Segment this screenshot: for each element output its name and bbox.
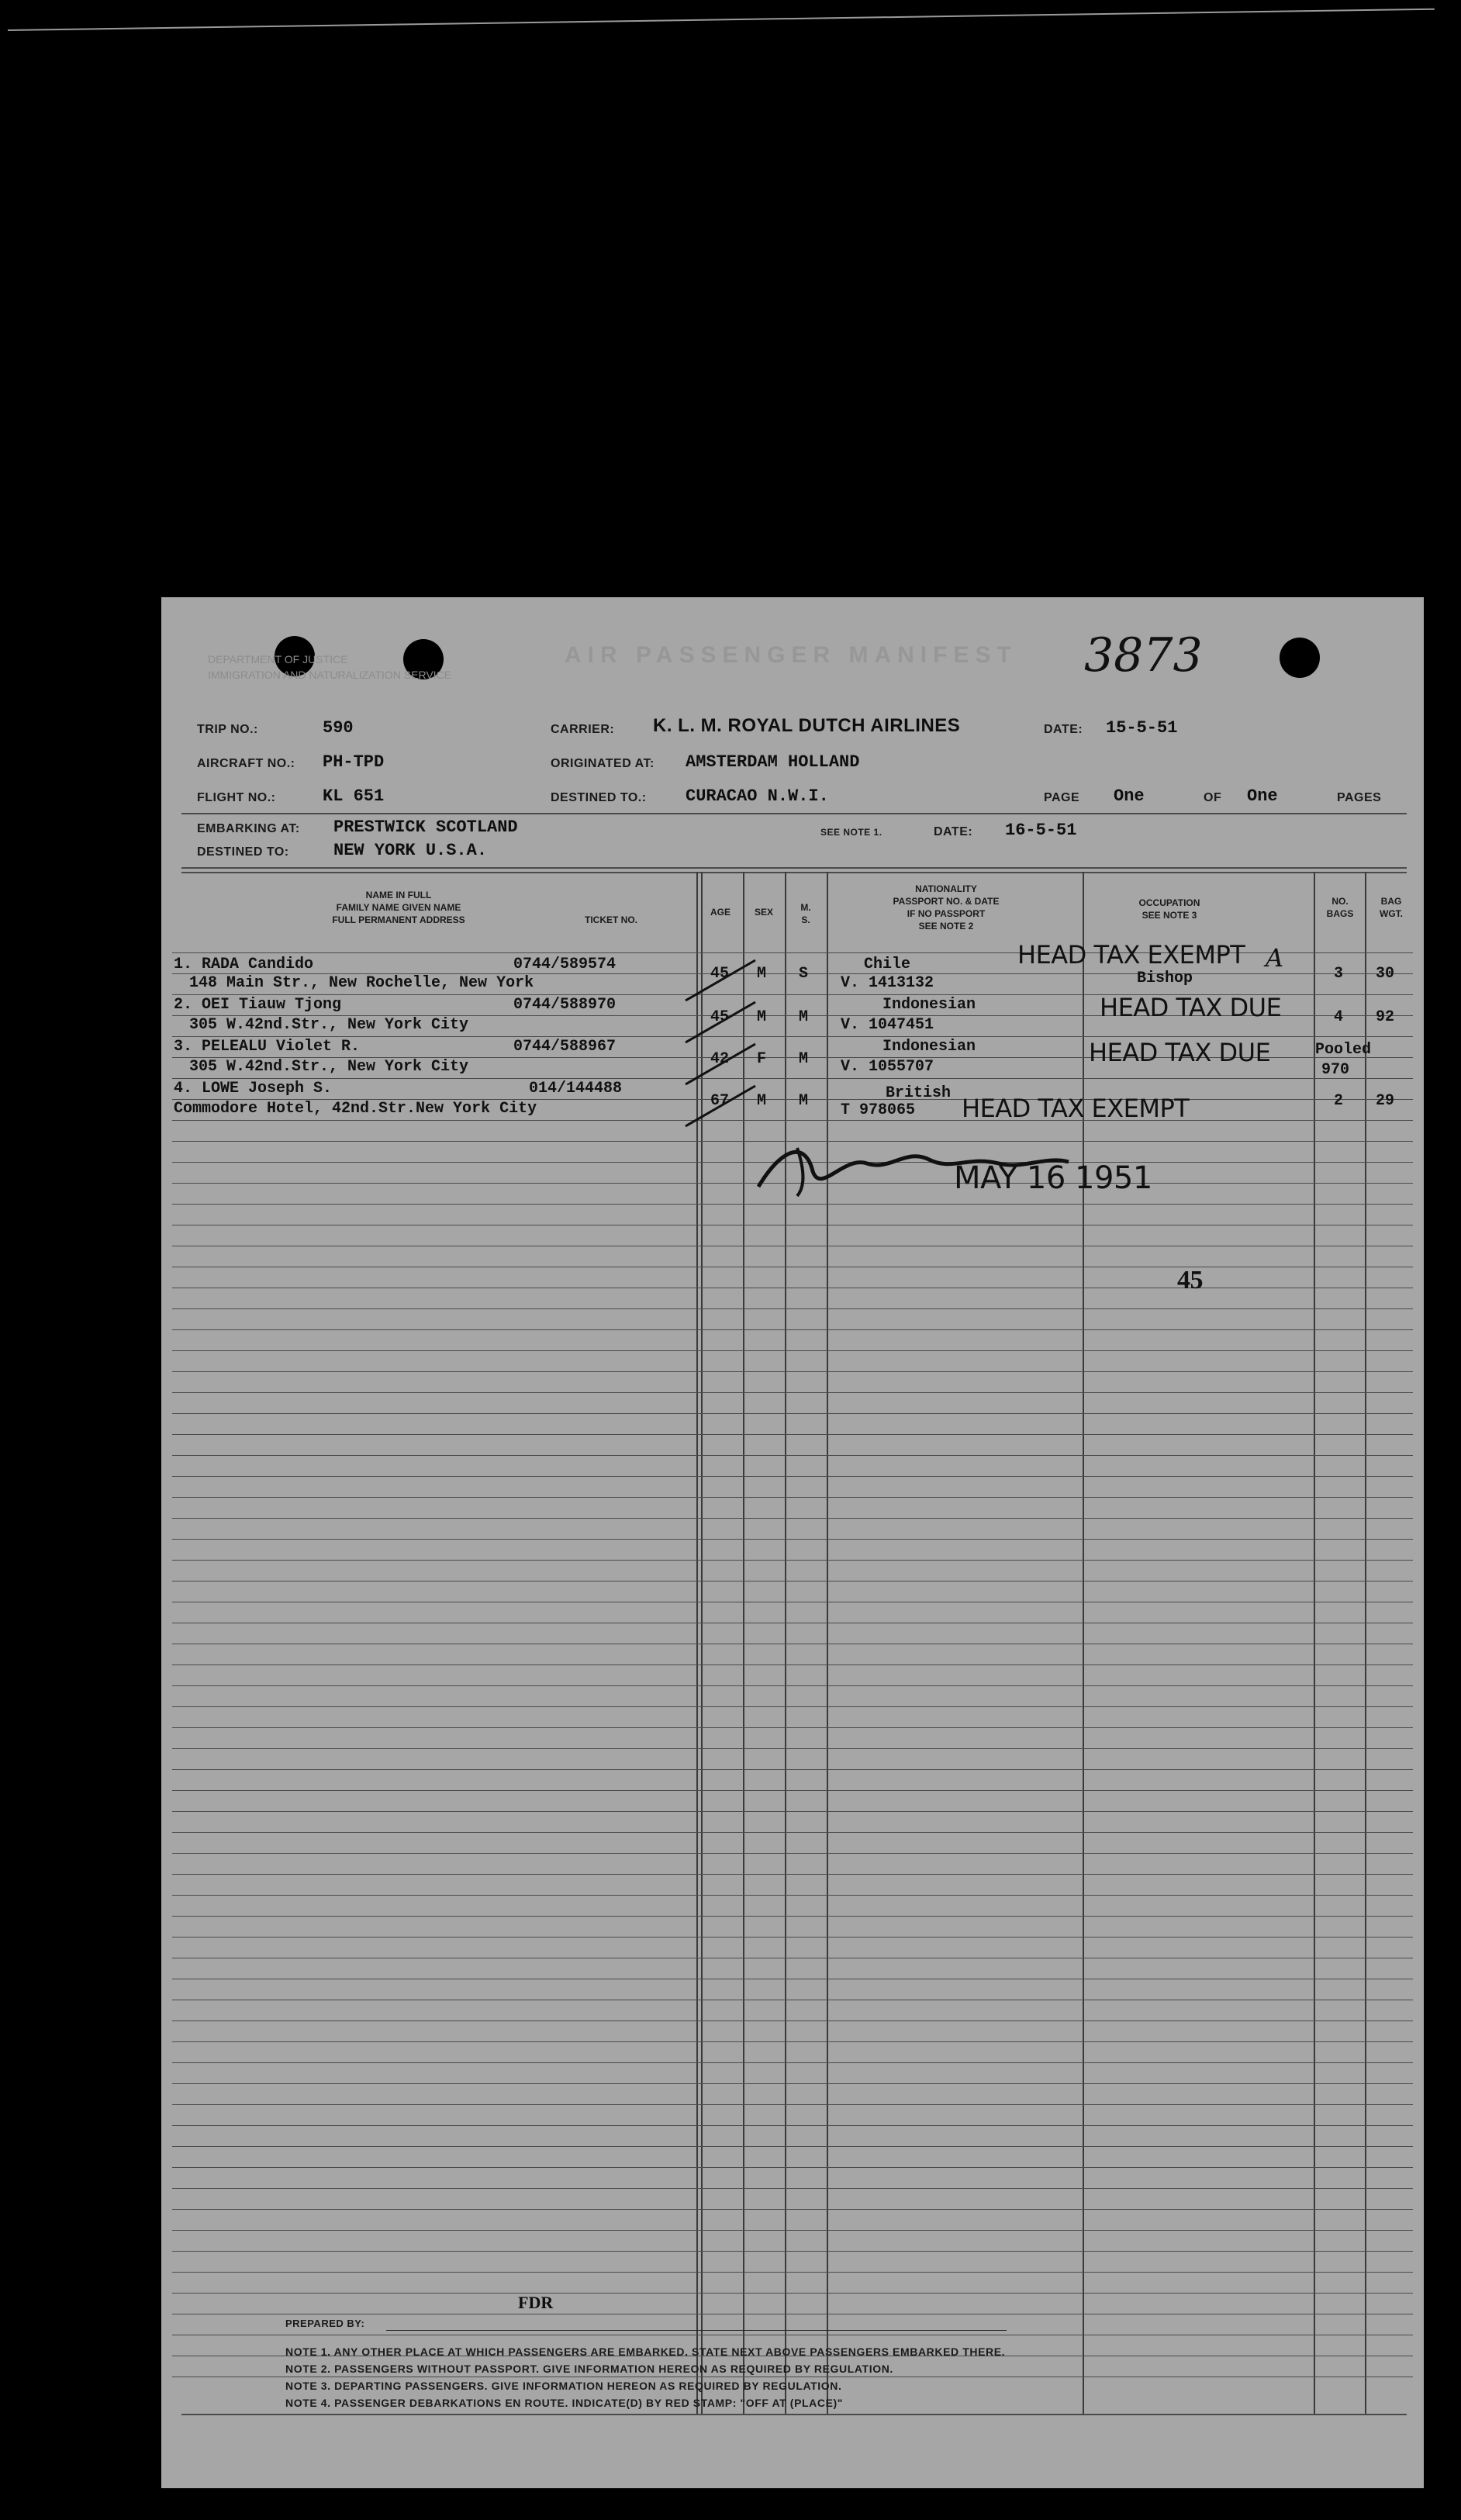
passenger-sex: F bbox=[757, 1050, 767, 1068]
table-rule bbox=[172, 1895, 1413, 1896]
table-rule bbox=[172, 2020, 1413, 2021]
table-rule bbox=[172, 1518, 1413, 1519]
passenger-address: 305 W.42nd.Str., New York City bbox=[189, 1058, 469, 1076]
passenger-age: 45 bbox=[710, 1008, 730, 1026]
passenger-bags: 4 bbox=[1334, 1008, 1344, 1026]
head-tax-stamp: HEAD TAX EXEMPT bbox=[1017, 940, 1245, 970]
table-rule bbox=[172, 1727, 1413, 1728]
col-rule bbox=[1314, 872, 1315, 2414]
table-rule bbox=[172, 1434, 1413, 1435]
handwritten-number: 3873 bbox=[1084, 628, 1203, 683]
table-rule bbox=[172, 1078, 1413, 1079]
prepared-by: FDR bbox=[518, 2293, 554, 2312]
originated-label: ORIGINATED AT: bbox=[551, 757, 655, 770]
table-rule bbox=[172, 1664, 1413, 1665]
page-value: One bbox=[1114, 786, 1145, 806]
rule bbox=[181, 2414, 1407, 2415]
table-rule bbox=[172, 1120, 1413, 1121]
table-rule bbox=[172, 2083, 1413, 2084]
table-rule bbox=[172, 2167, 1413, 2168]
date-label: DATE: bbox=[1044, 723, 1083, 736]
passenger-marital: S bbox=[799, 965, 809, 983]
col-rule bbox=[827, 872, 828, 2414]
date-value: 15-5-51 bbox=[1106, 718, 1178, 738]
passenger-sex: M bbox=[757, 1008, 767, 1026]
table-rule bbox=[172, 2293, 1413, 2294]
passenger-nationality: Chile bbox=[864, 956, 911, 973]
rule bbox=[181, 867, 1407, 869]
table-rule bbox=[172, 1937, 1413, 1938]
manifest-sheet bbox=[161, 597, 1424, 2488]
col-bags-header: NO. BAGS bbox=[1326, 896, 1354, 919]
of-value: One bbox=[1247, 786, 1278, 806]
page-label: PAGE bbox=[1044, 791, 1080, 804]
table-rule bbox=[172, 1832, 1413, 1833]
check-mark bbox=[686, 1086, 755, 1126]
passenger-marital: M bbox=[799, 1050, 809, 1068]
passenger-passport: V. 1047451 bbox=[841, 1016, 934, 1034]
col-age-header: AGE bbox=[710, 907, 730, 918]
table-rule bbox=[172, 2104, 1413, 2105]
table-rule bbox=[172, 1811, 1413, 1812]
passenger-ticket: 0744/589574 bbox=[513, 956, 617, 973]
signature-line bbox=[386, 2330, 1007, 2331]
passenger-sex: M bbox=[757, 1092, 767, 1110]
table-rule bbox=[172, 1748, 1413, 1749]
passenger-bag-weight: 29 bbox=[1376, 1092, 1395, 1110]
col-ms-header: M. S. bbox=[800, 902, 811, 925]
passenger-passport: V. 1413132 bbox=[841, 974, 934, 992]
passenger-bags: 2 bbox=[1334, 1092, 1344, 1110]
passenger-name: 2. OEI Tiauw Tjong bbox=[174, 996, 342, 1014]
table-rule bbox=[172, 1204, 1413, 1205]
carrier-label: CARRIER: bbox=[551, 723, 615, 736]
date2-value: 16-5-51 bbox=[1005, 821, 1077, 840]
agency-header: DEPARTMENT OF JUSTICE IMMIGRATION AND NATURALIZATION SERVICE bbox=[208, 653, 451, 681]
table-rule bbox=[172, 2272, 1413, 2273]
note-1: NOTE 1. ANY OTHER PLACE AT WHICH PASSENGERS ARE EMBARKED. STATE NEXT ABOVE PASSENGERS EMBARKED THERE. bbox=[285, 2345, 1006, 2358]
table-rule bbox=[172, 2041, 1413, 2042]
table-rule bbox=[172, 1539, 1413, 1540]
table-rule bbox=[172, 2125, 1413, 2126]
col-sex-header: SEX bbox=[754, 907, 773, 918]
table-rule bbox=[172, 2146, 1413, 2147]
table-rule bbox=[172, 1455, 1413, 1456]
table-rule bbox=[172, 2209, 1413, 2210]
table-rule bbox=[172, 1392, 1413, 1393]
table-rule bbox=[172, 1350, 1413, 1351]
passenger-nationality: Indonesian bbox=[882, 996, 976, 1014]
passenger-ticket: 014/144488 bbox=[529, 1080, 623, 1098]
table-rule bbox=[172, 1853, 1413, 1854]
destined-to-value: CURACAO N.W.I. bbox=[686, 786, 829, 806]
table-rule bbox=[172, 2062, 1413, 2063]
date2-label: DATE: bbox=[934, 825, 973, 838]
col-nationality-header: NATIONALITY PASSPORT NO. & DATE IF NO PASSPORT SEE NOTE 2 bbox=[893, 883, 1000, 932]
col-name-header: NAME IN FULL FAMILY NAME GIVEN NAME FULL PERMANENT ADDRESS bbox=[332, 890, 465, 925]
table-rule bbox=[172, 1497, 1413, 1498]
table-rule bbox=[172, 1916, 1413, 1917]
passenger-bag-weight: 30 bbox=[1376, 965, 1395, 983]
note-4: NOTE 4. PASSENGER DEBARKATIONS EN ROUTE. INDICATE(D) BY RED STAMP: "OFF AT (PLACE)" bbox=[285, 2397, 844, 2409]
passenger-address: Commodore Hotel, 42nd.Str.New York City bbox=[174, 1100, 537, 1118]
head-tax-stamp: HEAD TAX DUE bbox=[1100, 993, 1282, 1022]
see-note-label: SEE NOTE 1. bbox=[820, 827, 882, 838]
passenger-name: 3. PELEALU Violet R. bbox=[174, 1038, 361, 1056]
passenger-name: 1. RADA Candido bbox=[174, 956, 314, 973]
form-title: AIR PASSENGER MANIFEST bbox=[565, 642, 1017, 668]
passenger-passport: V. 1055707 bbox=[841, 1058, 934, 1076]
passenger-age: 67 bbox=[710, 1092, 730, 1110]
trip-label: TRIP NO.: bbox=[197, 723, 258, 736]
col-rule bbox=[1365, 872, 1366, 2414]
passenger-nationality: British bbox=[886, 1084, 952, 1102]
table-rule bbox=[172, 1560, 1413, 1561]
stamp-initial: A bbox=[1266, 943, 1283, 973]
table-rule bbox=[172, 2188, 1413, 2189]
passenger-occupation: Bishop bbox=[1137, 970, 1193, 987]
passenger-age: 42 bbox=[710, 1050, 730, 1068]
of-label: OF bbox=[1204, 791, 1222, 804]
passenger-marital: M bbox=[799, 1092, 809, 1110]
count-stamp: 45 bbox=[1177, 1266, 1203, 1295]
table-rule bbox=[172, 1036, 1413, 1037]
aircraft-value: PH-TPD bbox=[323, 752, 385, 772]
table-rule bbox=[172, 1685, 1413, 1686]
passenger-marital: M bbox=[799, 1008, 809, 1026]
head-tax-stamp: HEAD TAX EXEMPT bbox=[962, 1094, 1190, 1123]
flight-value: KL 651 bbox=[323, 786, 385, 806]
note-2: NOTE 2. PASSENGERS WITHOUT PASSPORT. GIVE INFORMATION HEREON AS REQUIRED BY REGULATION. bbox=[285, 2363, 893, 2375]
originated-value: AMSTERDAM HOLLAND bbox=[686, 752, 860, 772]
table-rule bbox=[172, 1371, 1413, 1372]
pages-label: PAGES bbox=[1337, 791, 1382, 804]
table-rule bbox=[172, 1706, 1413, 1707]
passenger-bags: 3 bbox=[1334, 965, 1344, 983]
punch-hole bbox=[1280, 638, 1320, 678]
col-bagwt-header: BAG WGT. bbox=[1380, 896, 1403, 919]
table-rule bbox=[172, 2251, 1413, 2252]
passenger-address: 305 W.42nd.Str., New York City bbox=[189, 1016, 469, 1034]
passenger-bag-weight: 970 bbox=[1321, 1061, 1350, 1079]
destined-value: NEW YORK U.S.A. bbox=[333, 841, 488, 860]
scan-edge-line bbox=[8, 9, 1435, 31]
flight-label: FLIGHT NO.: bbox=[197, 791, 276, 804]
passenger-bag-weight: 92 bbox=[1376, 1008, 1395, 1026]
date-stamp: MAY 16 1951 bbox=[954, 1160, 1152, 1196]
check-mark bbox=[686, 1044, 755, 1084]
passenger-nationality: Indonesian bbox=[882, 1038, 976, 1056]
table-rule bbox=[172, 1413, 1413, 1414]
table-rule bbox=[172, 2230, 1413, 2231]
note-3: NOTE 3. DEPARTING PASSENGERS. GIVE INFORMATION HEREON AS REQUIRED BY REGULATION. bbox=[285, 2380, 842, 2392]
destined-label: DESTINED TO: bbox=[197, 845, 289, 859]
table-rule bbox=[172, 1874, 1413, 1875]
age-check-marks bbox=[681, 954, 758, 1132]
prepared-label: PREPARED BY: bbox=[285, 2318, 365, 2329]
col-occupation-header: OCCUPATION SEE NOTE 3 bbox=[1138, 897, 1200, 921]
destined-to-label: DESTINED TO.: bbox=[551, 791, 647, 804]
trip-value: 590 bbox=[323, 718, 354, 738]
col-rule bbox=[785, 872, 786, 2414]
passenger-address: 148 Main Str., New Rochelle, New York bbox=[189, 974, 534, 992]
check-mark bbox=[686, 960, 755, 1001]
embarking-label: EMBARKING AT: bbox=[197, 822, 300, 835]
table-rule bbox=[172, 1769, 1413, 1770]
col-ticket-header: TICKET NO. bbox=[585, 914, 637, 925]
head-tax-stamp: HEAD TAX DUE bbox=[1089, 1038, 1271, 1067]
passenger-ticket: 0744/588967 bbox=[513, 1038, 617, 1056]
rule bbox=[181, 813, 1407, 814]
passenger-age: 45 bbox=[710, 965, 730, 983]
embarking-value: PRESTWICK SCOTLAND bbox=[333, 818, 518, 837]
table-rule bbox=[172, 1790, 1413, 1791]
aircraft-label: AIRCRAFT NO.: bbox=[197, 757, 295, 770]
carrier-value: K. L. M. ROYAL DUTCH AIRLINES bbox=[653, 715, 961, 736]
rule bbox=[181, 872, 1407, 873]
table-rule bbox=[172, 1308, 1413, 1309]
passenger-ticket: 0744/588970 bbox=[513, 996, 617, 1014]
passenger-sex: M bbox=[757, 965, 767, 983]
check-mark bbox=[686, 1002, 755, 1042]
table-rule bbox=[172, 1329, 1413, 1330]
passenger-bags: Pooled bbox=[1315, 1041, 1372, 1059]
passenger-passport: T 978065 bbox=[841, 1101, 916, 1119]
table-rule bbox=[172, 1476, 1413, 1477]
passenger-name: 4. LOWE Joseph S. bbox=[174, 1080, 333, 1098]
